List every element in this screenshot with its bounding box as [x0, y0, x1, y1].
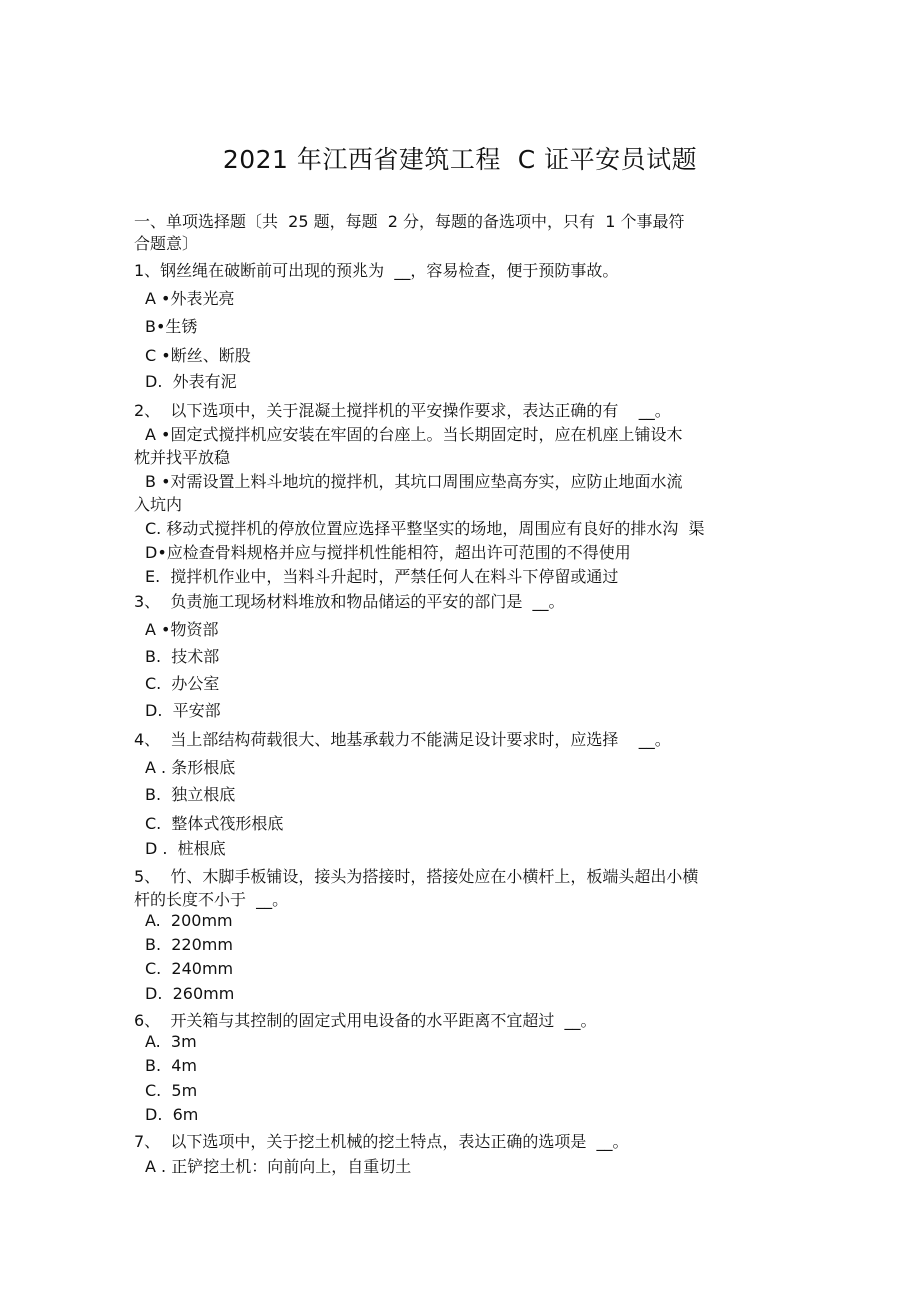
question-3-option-a: A •物资部	[145, 620, 219, 639]
question-3-stem: 3、 负责施工现场材料堆放和物品储运的平安的部门是 __。	[134, 592, 565, 611]
question-4-option-c: C. 整体式筏形根底	[145, 814, 284, 833]
question-2-option-a: A •固定式搅拌机应安装在牢固的台座上。当长期固定时，应在机座上铺设木	[145, 425, 683, 444]
question-7-stem: 7、 以下选项中，关于挖土机械的挖土特点，表达正确的选项是 __。	[134, 1132, 629, 1151]
question-1-option-d: D. 外表有泥	[145, 372, 237, 391]
question-1-stem: 1、钢丝绳在破断前可出现的预兆为 __，容易检查，便于预防事故。	[134, 261, 619, 280]
question-5-option-d: D. 260mm	[145, 984, 235, 1003]
question-3-option-b: B. 技术部	[145, 647, 220, 666]
question-2-stem: 2、 以下选项中，关于混凝土搅拌机的平安操作要求，表达正确的有 __。	[134, 401, 671, 420]
question-5-option-c: C. 240mm	[145, 959, 234, 978]
question-2-option-d: D•应检查骨料规格并应与搅拌机性能相符，超出许可范围的不得使用	[145, 543, 631, 562]
question-4-option-a: A . 条形根底	[145, 758, 236, 777]
question-5-option-b: B. 220mm	[145, 935, 233, 954]
question-6-option-d: D. 6m	[145, 1105, 199, 1124]
question-1-option-c: C •断丝、断股	[145, 346, 251, 365]
question-2-option-a-continued: 枕并找平放稳	[134, 448, 231, 467]
question-1-option-b: B•生锈	[145, 317, 198, 336]
question-6-stem: 6、 开关箱与其控制的固定式用电设备的水平距离不宜超过 __。	[134, 1011, 597, 1030]
question-5-option-a: A. 200mm	[145, 911, 233, 930]
question-2-option-b-continued: 入坑内	[134, 495, 183, 514]
question-7-option-a: A . 正铲挖土机：向前向上，自重切土	[145, 1157, 412, 1176]
question-6-option-a: A. 3m	[145, 1032, 197, 1051]
question-4-option-b: B. 独立根底	[145, 785, 236, 804]
question-6-option-b: B. 4m	[145, 1056, 197, 1075]
question-6-option-c: C. 5m	[145, 1081, 198, 1100]
question-4-option-d: D . 桩根底	[145, 839, 226, 858]
question-2-option-e: E. 搅拌机作业中，当料斗升起时，严禁任何人在料斗下停留或通过	[145, 567, 619, 586]
question-5-stem-continued: 杆的长度不小于 __。	[134, 890, 289, 909]
question-5-stem: 5、 竹、木脚手板铺设，接头为搭接时，搭接处应在小横杆上，板端头超出小横	[134, 867, 699, 886]
section-heading-continued: 合题意〕	[134, 234, 199, 253]
question-2-option-b: B •对需设置上料斗地坑的搅拌机，其坑口周围应垫高夯实，应防止地面水流	[145, 472, 683, 491]
section-heading: 一、单项选择题〔共 25 题，每题 2 分，每题的备选项中，只有 1 个事最符	[134, 212, 685, 231]
question-3-option-c: C. 办公室	[145, 674, 220, 693]
question-3-option-d: D. 平安部	[145, 701, 221, 720]
question-1-option-a: A •外表光亮	[145, 289, 235, 308]
document-title: 2021 年江西省建筑工程 C 证平安员试题	[222, 145, 698, 174]
question-4-stem: 4、 当上部结构荷载很大、地基承载力不能满足设计要求时，应选择 __。	[134, 730, 671, 749]
question-2-option-c: C. 移动式搅拌机的停放位置应选择平整坚实的场地，周围应有良好的排水沟 渠	[145, 519, 705, 538]
